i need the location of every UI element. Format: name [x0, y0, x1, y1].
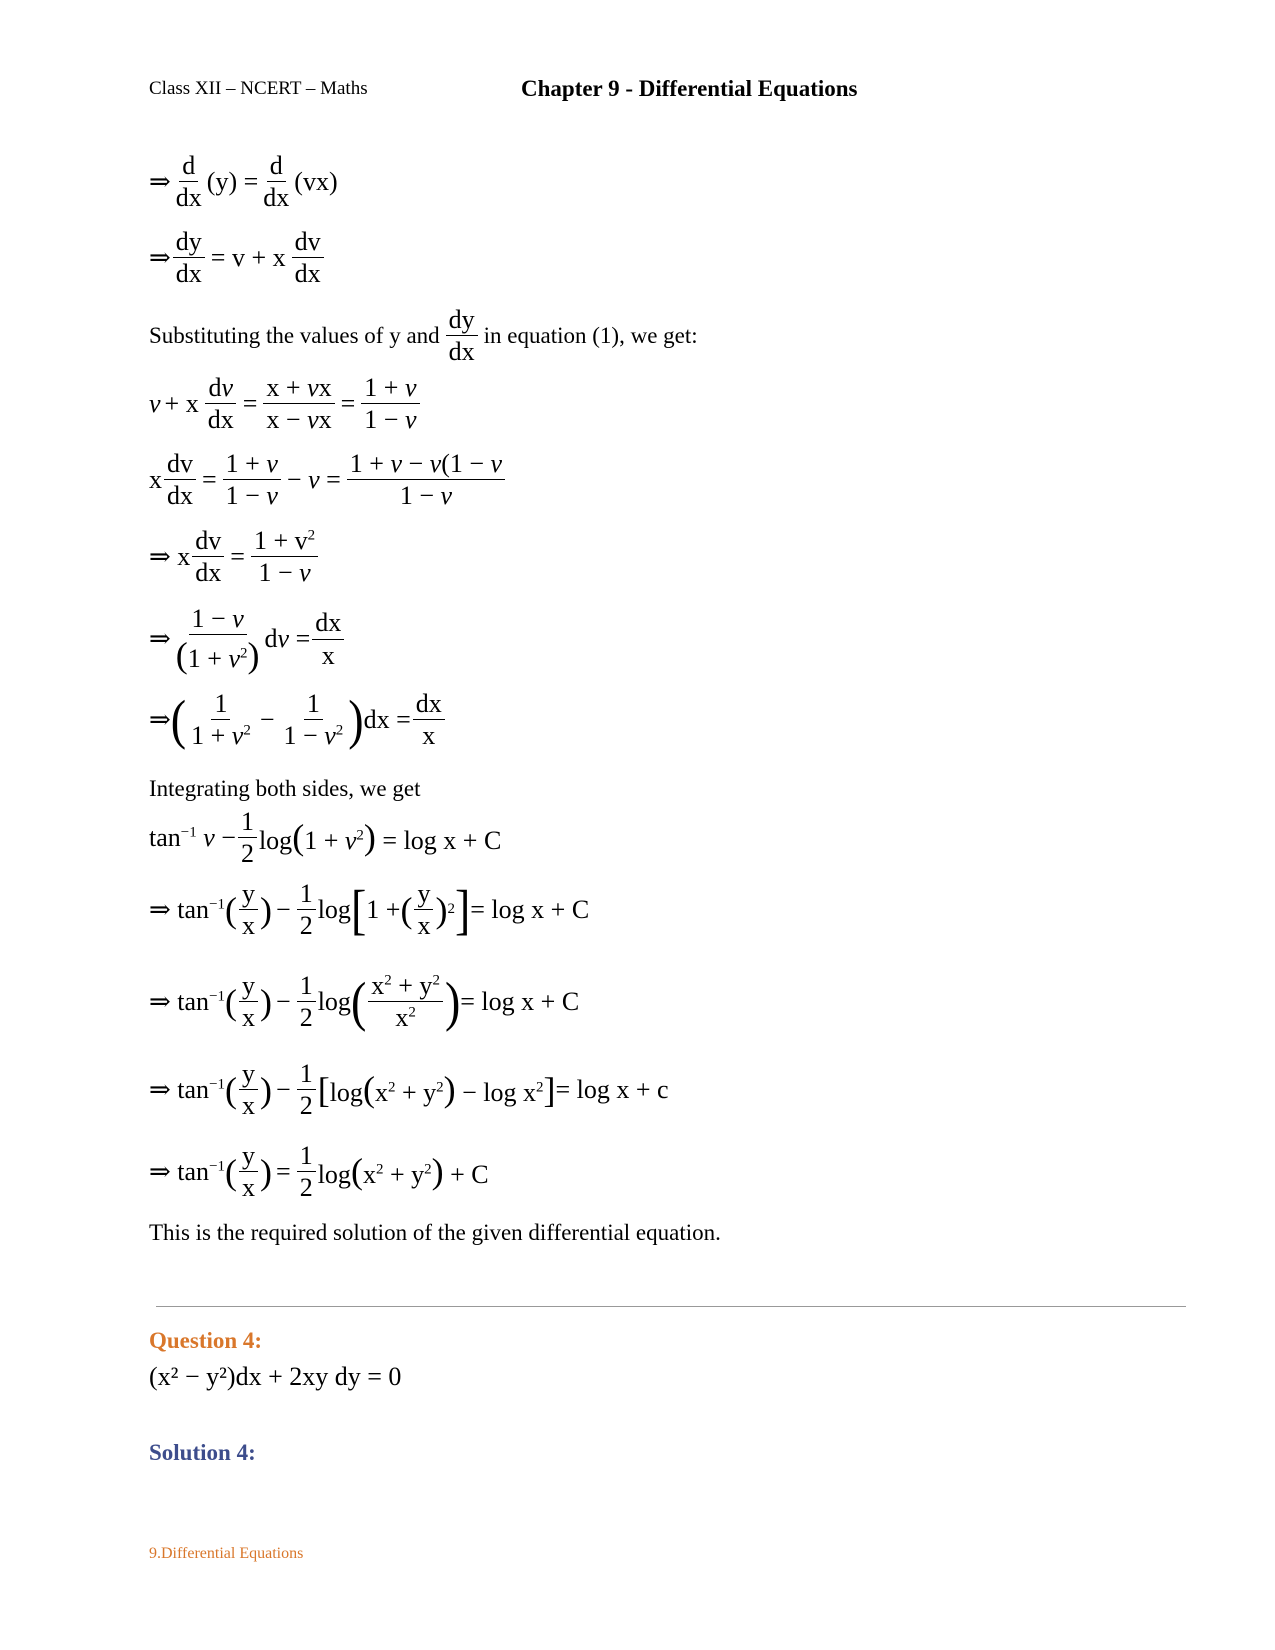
- equation-step-11: ⇒ $\tan^{-1}$ ( $\frac{y}{x}$ ) − $\frac{1}{2}$ [ $\log(x^2 + y^2) - \log x^2$ ] = log x + c: [149, 1059, 669, 1121]
- equation-step-3: v + x $\frac{dv}{dx}$ = $\frac{x + vx}{x - vx}$ = $\frac{1 + v}{1 - v}$: [149, 374, 422, 434]
- conclusion-sentence: This is the required solution of the given differential equation.: [149, 1220, 721, 1245]
- equation-step-1: ⇒ $\frac{d}{dx}$ (y) = $\frac{d}{dx}$ (vx): [149, 151, 338, 213]
- solution-heading: Solution 4:: [149, 1440, 256, 1465]
- header-chapter-title: Chapter 9 - Differential Equations: [521, 76, 858, 101]
- equation-step-5: ⇒ x $\frac{dv}{dx}$ = $\frac{1 + v^2}{1 - v}$: [149, 527, 320, 587]
- equation-step-6: ⇒ $\frac{1 - v}{(1 + v^2)}$ dv = $\frac{dx}{x}$: [149, 605, 346, 673]
- equation-step-7: ⇒ ( $\frac{1}{1 + v^2}$ − $\frac{1}{1 - v^2}$ ) dx = $\frac{dx}{x}$: [149, 690, 447, 750]
- substitution-text-end: in equation (1), we get:: [483, 322, 698, 348]
- equation-step-10: ⇒ $\tan^{-1}$ ( $\frac{y}{x}$ ) − $\frac{1}{2}$ log ( $\frac{x^2 + y^2}{x^2}$ ) = log x + C: [149, 970, 580, 1033]
- footer-label: 9.Differential Equations: [149, 1545, 304, 1562]
- integrating-sentence: Integrating both sides, we get: [149, 776, 421, 801]
- equation-step-12: ⇒ $\tan^{-1}$ ( $\frac{y}{x}$ ) = $\frac{1}{2}$ $\log(x^2 + y^2) + C$: [149, 1141, 489, 1203]
- equation-step-8: $\tan^{-1} v$ − $\frac{1}{2}$ $\log(1 + v^2) = \log x + C$: [149, 807, 502, 869]
- substitution-text: Substituting the values of y and: [149, 322, 440, 348]
- question-equation: (x² − y²)dx + 2xy dy = 0: [149, 1362, 402, 1391]
- substitution-sentence: Substituting the values of y and $\frac{dy}{dx}$ in equation (1), we get:: [149, 305, 698, 367]
- equation-step-2: ⇒ $\frac{dy}{dx}$ = v + x $\frac{dv}{dx}$: [149, 228, 326, 288]
- header-class-label: Class XII – NCERT – Maths: [149, 78, 368, 99]
- equation-step-4: x $\frac{dv}{dx}$ = $\frac{1 + v}{1 - v}$ − v = $\frac{1 + v - v(1 - v}{1 - v}$: [149, 450, 507, 510]
- equation-step-9: ⇒ $\tan^{-1}$ ( $\frac{y}{x}$ ) − $\frac{1}{2}$ log [ 1 + ( $\frac{y}{x}$ ) 2 ] = log x + C: [149, 878, 590, 941]
- section-divider: [156, 1306, 1186, 1307]
- question-heading: Question 4:: [149, 1328, 263, 1353]
